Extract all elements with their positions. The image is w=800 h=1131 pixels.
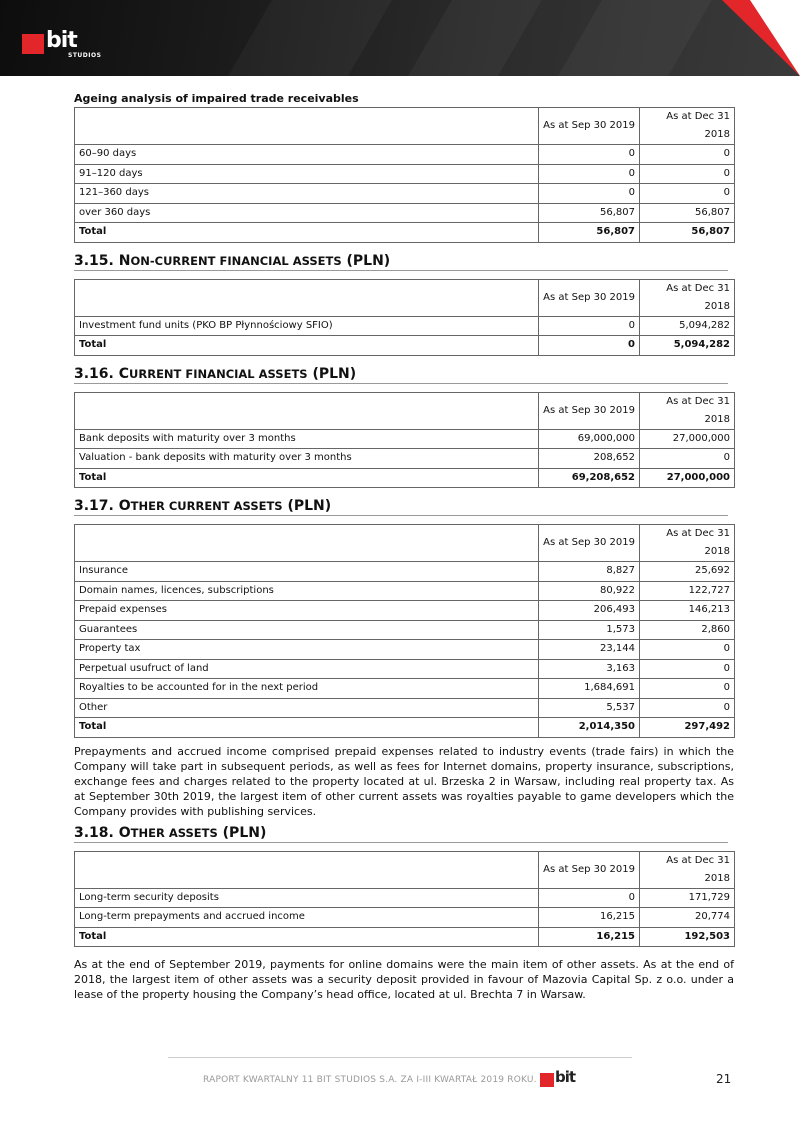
footer-logo-mark-icon (540, 1073, 554, 1087)
table-cell: 0 (539, 164, 640, 184)
section-title-rest: THER ASSETS (130, 825, 218, 840)
table-header-row (75, 392, 735, 429)
table-row (75, 581, 735, 601)
table-cell: 91–120 days (75, 164, 539, 184)
table-cell: 56,807 (640, 223, 735, 243)
other-current-assets-table (74, 524, 735, 738)
table-header-cell (75, 525, 539, 562)
table-cell: 3,163 (539, 659, 640, 679)
table-row (75, 698, 735, 718)
section-title-unit: (PLN) (312, 365, 357, 382)
section-title-initial: N (118, 252, 131, 269)
section-title-unit: (PLN) (346, 252, 391, 269)
section-heading-3-16 (74, 366, 728, 384)
table-header-cell (75, 279, 539, 316)
table-row (75, 601, 735, 621)
table-cell: Total (75, 718, 539, 738)
table-cell: Total (75, 223, 539, 243)
table-cell: 16,215 (539, 908, 640, 928)
table-cell: Long-term security deposits (75, 888, 539, 908)
table-cell: 2,860 (640, 620, 735, 640)
table-cell: Total (75, 927, 539, 947)
table-cell: Guarantees (75, 620, 539, 640)
table-row (75, 620, 735, 640)
table-cell: 171,729 (640, 888, 735, 908)
footer-logo-text: bit (555, 1068, 576, 1086)
footer-logo (540, 1068, 590, 1096)
table-cell: 16,215 (539, 927, 640, 947)
table-cell: 27,000,000 (640, 429, 735, 449)
table-cell: 56,807 (640, 203, 735, 223)
table-cell: Prepaid expenses (75, 601, 539, 621)
table-cell: 0 (539, 336, 640, 356)
table-cell: 27,000,000 (640, 468, 735, 488)
table-cell: 0 (640, 164, 735, 184)
section-number: 3.17. (74, 498, 114, 514)
header-decoration (228, 0, 392, 76)
table-cell: Domain names, licences, subscriptions (75, 581, 539, 601)
table-cell: 5,537 (539, 698, 640, 718)
table-total-row (75, 223, 735, 243)
table-header-row (75, 525, 735, 562)
table-cell: 122,727 (640, 581, 735, 601)
table-cell: Perpetual usufruct of land (75, 659, 539, 679)
table-header-cell: As at Dec 31 2018 (640, 525, 735, 562)
footer-divider (168, 1057, 632, 1058)
table-cell: 25,692 (640, 562, 735, 582)
table-header-row (75, 279, 735, 316)
table-header-cell: As at Dec 31 2018 (640, 851, 735, 888)
table-row (75, 659, 735, 679)
table-cell: 0 (539, 316, 640, 336)
other-current-assets-paragraph: Prepayments and accrued income comprised prepaid expenses related to industry events (trade fairs) in which the Company will take part in subsequent periods, as well as fees for Internet domains, property insurance, subscriptions, exchange fees and charges related to the property located at ul. Brzeska 2 in Warsaw, including real property tax. As at September 30th 2019, the largest item of other current assets was royalties payable to game developers which the Company provides with publishing services. (74, 744, 734, 818)
section-title-rest: ON-CURRENT FINANCIAL ASSETS (130, 253, 342, 268)
table-cell: 56,807 (539, 223, 640, 243)
section-title-initial: O (118, 498, 131, 514)
table-cell: 0 (640, 145, 735, 165)
section-heading-3-15 (74, 253, 728, 271)
table-cell: 69,208,652 (539, 468, 640, 488)
section-title-initial: O (118, 824, 131, 841)
table-header-cell: As at Dec 31 2018 (640, 108, 735, 145)
table-cell: 8,827 (539, 562, 640, 582)
page-header (0, 0, 800, 76)
table-cell: 2,014,350 (539, 718, 640, 738)
current-financial-assets-table (74, 392, 735, 489)
table-cell: 5,094,282 (640, 336, 735, 356)
table-row (75, 908, 735, 928)
table-cell: 192,503 (640, 927, 735, 947)
table-header-cell: As at Dec 31 2018 (640, 279, 735, 316)
table-row (75, 562, 735, 582)
table-header-row (75, 108, 735, 145)
table-cell: Investment fund units (PKO BP Płynnościowy SFIO) (75, 316, 539, 336)
table-cell: 0 (640, 184, 735, 204)
table-header-cell: As at Sep 30 2019 (539, 108, 640, 145)
ageing-table (74, 107, 735, 243)
table-cell: Property tax (75, 640, 539, 660)
table-cell: 0 (640, 449, 735, 469)
section-heading-3-17 (74, 498, 728, 516)
non-current-financial-assets-table (74, 279, 735, 356)
table-cell: 60–90 days (75, 145, 539, 165)
table-row (75, 184, 735, 204)
table-cell: 56,807 (539, 203, 640, 223)
page-number: 21 (716, 1072, 732, 1086)
table-cell: 146,213 (640, 601, 735, 621)
header-white-corner (750, 0, 800, 76)
header-decoration (408, 0, 542, 76)
table-cell: 0 (640, 698, 735, 718)
table-total-row (75, 468, 735, 488)
table-row (75, 640, 735, 660)
table-cell: 0 (539, 184, 640, 204)
table-cell: 1,573 (539, 620, 640, 640)
other-assets-paragraph: As at the end of September 2019, payments for online domains were the main item of other assets. As at the end of 2018, the largest item of other assets was a security deposit provided in favour of Mazovia Capital Sp. z o.o. under a lease of the property housing the Company’s head office, located at ul. Brechta 7 in Warsaw. (74, 958, 734, 1001)
table-cell: Total (75, 336, 539, 356)
table-cell: 0 (539, 888, 640, 908)
section-title-unit: (PLN) (222, 824, 267, 841)
section-heading-3-18 (74, 825, 728, 843)
table-cell: Long-term prepayments and accrued income (75, 908, 539, 928)
page-content (74, 92, 734, 1008)
table-header-row (75, 851, 735, 888)
section-title-rest: URRENT FINANCIAL ASSETS (129, 366, 308, 381)
section-number: 3.18. (74, 824, 114, 841)
table-header-cell (75, 851, 539, 888)
table-header-cell: As at Sep 30 2019 (539, 392, 640, 429)
logo-mark-icon (22, 34, 44, 54)
table-cell: 20,774 (640, 908, 735, 928)
table-cell: 0 (640, 679, 735, 699)
table-cell: over 360 days (75, 203, 539, 223)
section-title-unit: (PLN) (287, 498, 332, 514)
header-decoration (558, 0, 712, 76)
table-row (75, 164, 735, 184)
logo-text: bit (46, 28, 77, 53)
logo-subtext: STUDIOS (68, 52, 102, 59)
table-cell: Bank deposits with maturity over 3 months (75, 429, 539, 449)
table-cell: Other (75, 698, 539, 718)
table-cell: 5,094,282 (640, 316, 735, 336)
table-header-cell (75, 108, 539, 145)
table-header-cell: As at Sep 30 2019 (539, 279, 640, 316)
table-cell: 297,492 (640, 718, 735, 738)
table-row (75, 429, 735, 449)
table-cell: 80,922 (539, 581, 640, 601)
table-row (75, 449, 735, 469)
table-cell: 1,684,691 (539, 679, 640, 699)
table-total-row (75, 927, 735, 947)
table-cell: 121–360 days (75, 184, 539, 204)
table-cell: Royalties to be accounted for in the next period (75, 679, 539, 699)
table-cell: 69,000,000 (539, 429, 640, 449)
footer-text: RAPORT KWARTALNY 11 BIT STUDIOS S.A. ZA I-III KWARTAŁ 2019 ROKU. (203, 1075, 537, 1085)
section-number: 3.16. (74, 365, 114, 382)
table-row (75, 316, 735, 336)
table-total-row (75, 336, 735, 356)
table-total-row (75, 718, 735, 738)
table-cell: Insurance (75, 562, 539, 582)
table-cell: Total (75, 468, 539, 488)
table-header-cell: As at Dec 31 2018 (640, 392, 735, 429)
ageing-caption: Ageing analysis of impaired trade receivables (74, 92, 359, 105)
table-cell: 0 (539, 145, 640, 165)
table-row (75, 679, 735, 699)
other-assets-table (74, 851, 735, 948)
table-cell: 208,652 (539, 449, 640, 469)
table-header-cell: As at Sep 30 2019 (539, 851, 640, 888)
company-logo (22, 28, 102, 60)
table-cell: 23,144 (539, 640, 640, 660)
table-cell: 0 (640, 640, 735, 660)
table-row (75, 888, 735, 908)
section-title-initial: C (118, 365, 130, 382)
table-row (75, 145, 735, 165)
table-cell: 0 (640, 659, 735, 679)
table-header-cell (75, 392, 539, 429)
table-row (75, 203, 735, 223)
section-number: 3.15. (74, 252, 114, 269)
table-cell: 206,493 (539, 601, 640, 621)
table-cell: Valuation - bank deposits with maturity over 3 months (75, 449, 539, 469)
section-title-rest: THER CURRENT ASSETS (130, 499, 283, 513)
table-header-cell: As at Sep 30 2019 (539, 525, 640, 562)
